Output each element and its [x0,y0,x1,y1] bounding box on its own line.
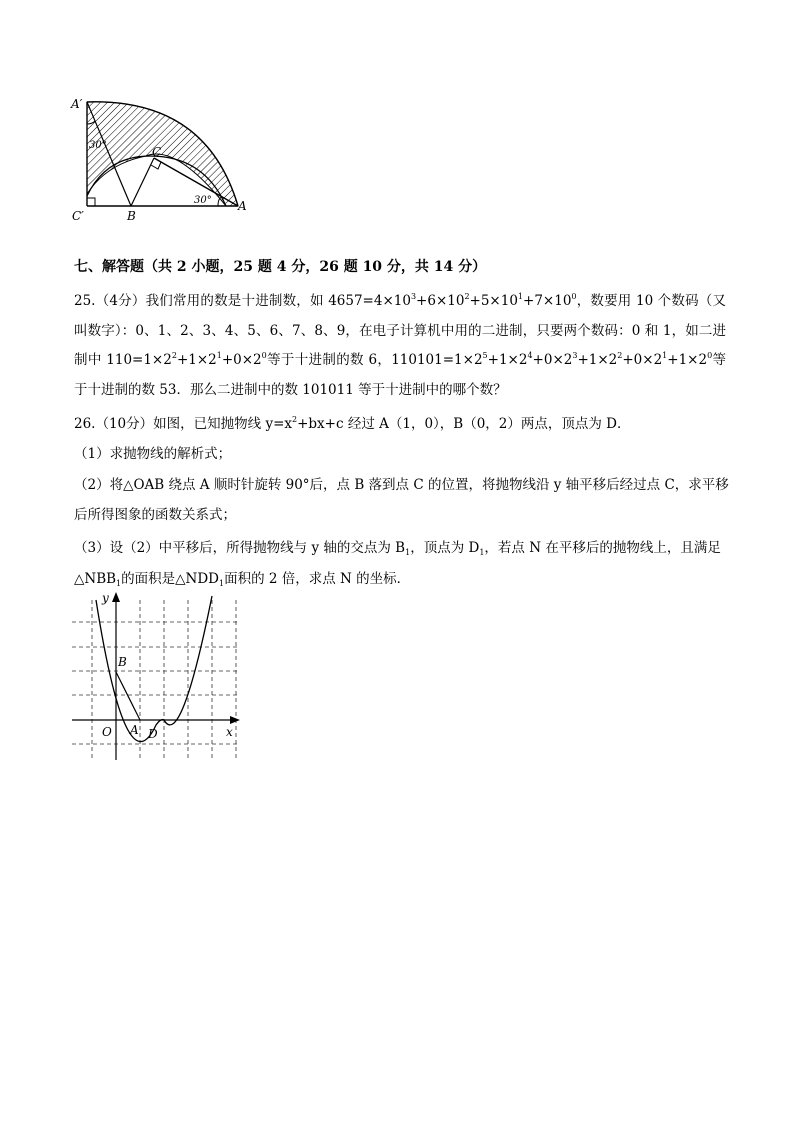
label-d: D [148,727,158,741]
segment-a-b [116,672,140,720]
label-b: B [127,209,136,222]
label-c: C [152,145,162,159]
y-axis-arrow [112,592,120,602]
label-x: x [226,725,233,739]
question-26-part-2-cont: 后所得图象的函数关系式； [74,507,236,523]
label-a: A [130,723,139,737]
label-angle-top: 30° [89,140,107,151]
figure-parabola-grid [66,590,242,762]
x-axis-arrow [230,716,240,724]
question-26-part-2: （2）将△OAB 绕点 A 顺时针旋转 90°后，点 B 落到点 C 的位置，将抛物线沿 y 轴平移后经过点 C，求平移 [74,477,729,493]
question-25: 25.（4分）我们常用的数是十进制数，如 $4657=4\times 10^3+6\times 10^2+5\times 10^1+7\times 10^0$，数要用 10 个数码（又叫数字）：0、1、2、3、4、5、6、7、8、9，在电子计算机中用的二进制，只要两个数码：0 和 1，如二进制中 $110=1\times 2^2+1\times 2^1+0\times 2^0$等于十进制的数 6，$110101=1\times 2^5+1\times 2^4+0\times 2^3+1\times 2^2+0\times 2^1+1\times 2^0$等于十进制的数 53．那么二进制中的数 101011 等于十进制中的哪个数？ [74,292,726,398]
question-26-part-3-cont: $\triangle NBB_1$的面积是$\triangle NDD_1$面积的 2 倍，求点 N 的坐标． [74,571,411,588]
label-c-prime: C′ [72,209,84,222]
label-angle-bottom: 30° [194,195,212,206]
question-26-part-3: （3）设（2）中平移后，所得抛物线与 y 轴的交点为 $B_1$，顶点为 $D_1$，若点 N 在平移后的抛物线上，且满足 [74,540,721,557]
label-o: O [102,725,112,739]
label-a-prime: A′ [71,97,83,111]
question-26-stem: 26.（10分）如图，已知抛物线 $y=x^2+bx+c$ 经过 A（1，0），B（0，2）两点，顶点为 D． [74,415,631,432]
question-26-part-1: （1）求抛物线的解析式； [74,446,232,462]
label-y: y [102,591,109,605]
right-angle-mark-c [151,162,161,169]
section-title: 七、解答题（共 2 小题，25 题 4 分，26 题 10 分，共 14 分） [74,259,487,275]
label-b: B [118,655,127,669]
segment-b-c [131,158,154,206]
figure-rotation-sector [66,94,250,222]
label-a: A [238,199,247,213]
shaded-region [87,102,238,206]
right-angle-mark-c-prime [87,198,95,206]
